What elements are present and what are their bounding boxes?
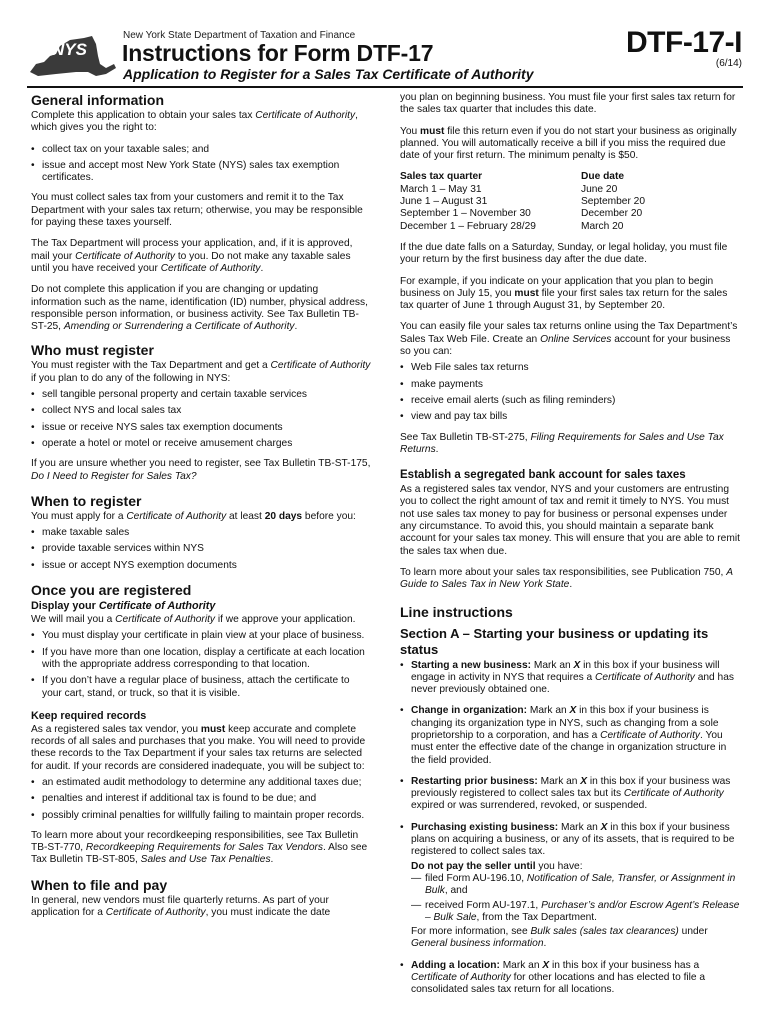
- revision-date: (6/14): [715, 58, 742, 69]
- list-item: • operate a hotel or motel or receive amusement charges: [31, 438, 371, 450]
- file-and-pay-heading: When to file and pay: [31, 876, 168, 893]
- list-item: • view and pay tax bills: [400, 411, 743, 423]
- list-item: • sell tangible personal property and certain taxable services: [31, 389, 371, 401]
- do-not-pay-line: Do not pay the seller until you have:: [411, 860, 583, 872]
- general-p3: The Tax Department will process your application, and, if it is approved, mail your Certificate of Authority to you. Do not make any taxable sales until you have received your Certificate of Authority.: [31, 238, 353, 274]
- general-intro: Complete this application to obtain your sales tax Certificate of Authority, which gives you the right to:: [31, 110, 358, 134]
- once-p2: As a registered sales tax vendor, you must keep accurate and complete records of all sales and purchases that you make. You will need to provide these records to the Tax Department if your sales tax returns are selected for audit. If your records are considered inadequate, you will be subject to:: [31, 723, 366, 772]
- list-item: • Web File sales tax returns: [400, 362, 743, 374]
- right-p1: you plan on beginning business. You must file your first sales tax return for the sales tax quarter that includes this date.: [400, 92, 736, 116]
- keep-records-heading: Keep required records: [31, 709, 147, 722]
- general-p2: You must collect sales tax from your customers and remit it to the Tax Department with your sales tax return; otherwise, you may be responsible for paying these taxes yourself.: [31, 192, 363, 229]
- form-number: DTF-17-I: [626, 26, 742, 59]
- table-cell: March 1 – May 31: [400, 183, 482, 195]
- list-item: • possibly criminal penalties for willfully failing to maintain proper records.: [31, 810, 371, 822]
- once-p1: We will mail you a Certificate of Authority if we approve your application.: [31, 614, 356, 626]
- list-item: • make payments: [400, 379, 743, 391]
- who-p2: If you are unsure whether you need to register, see Tax Bulletin TB-ST-175, Do I Need to Register for Sales Tax?: [31, 458, 371, 482]
- table-header: Sales tax quarter: [400, 171, 483, 183]
- right-column: [400, 92, 743, 1005]
- bulk-sale-forms: [411, 873, 743, 924]
- left-column: [31, 92, 371, 928]
- table-cell: June 1 – August 31: [400, 196, 488, 208]
- list-item: • collect tax on your taxable sales; and: [31, 144, 371, 156]
- header-rule: [27, 86, 743, 88]
- right-p5: You can easily file your sales tax returns online using the Tax Department’s Sales Tax Web File. Create an Online Services account for your business so you can:: [400, 321, 738, 358]
- right-p2: You must file this return even if you do not start your business as originally planned. You will automatically receive a bill if you miss the required due date of your first return. The minimum penalty is $50.: [400, 125, 737, 162]
- table-cell: September 1 – November 30: [400, 208, 531, 220]
- list-item: • Change in organization: Mark an X in this box if your business is changing its organization type in NYS, such as changing from a sole proprietorship to a corporation, and has a Certificate of Authority. You must enter the effective date of the change in organization structure in the field provided.: [400, 705, 743, 766]
- table-cell: June 20: [581, 183, 618, 195]
- once-bullets: [31, 630, 371, 699]
- bank-account-heading: Establish a segregated bank account for sales taxes: [400, 469, 686, 482]
- right-p6: See Tax Bulletin TB-ST-275, Filing Requirements for Sales and Use Tax Returns.: [400, 431, 724, 455]
- table-cell: December 20: [581, 208, 643, 220]
- list-item: • collect NYS and local sales tax: [31, 405, 371, 417]
- display-certificate-heading: Display your Certificate of Authority: [31, 600, 216, 613]
- once-p3: To learn more about your recordkeeping responsibilities, see Tax Bulletin TB-ST-770, Recordkeeping Requirements for Sales Tax Vendors. Also see Tax Bulletin TB-ST-805, Sales and Use Tax Penalties.: [31, 829, 368, 866]
- general-p4: Do not complete this application if you are changing or updating information such as the name, identification (ID) number, physical address, responsible person information, or business activity. See Tax Bulletin TB-ST-25, Amending or Surrendering a Certificate of Authority.: [31, 284, 368, 333]
- general-bullets: [31, 144, 371, 185]
- list-item: • penalties and interest if additional tax is found to be due; and: [31, 793, 371, 805]
- list-item: • issue or receive NYS sales tax exemption documents: [31, 422, 371, 434]
- list-item: — filed Form AU-196.10, Notification of Sale, Transfer, or Assignment in Bulk, and: [411, 873, 743, 898]
- records-bullets: [31, 777, 371, 822]
- file-p1: In general, new vendors must file quarterly returns. As part of your application for a Certificate of Authority, you must indicate the date: [31, 894, 331, 919]
- page-subtitle: Application to Register for a Sales Tax Certificate of Authority: [123, 66, 534, 82]
- who-p1: You must register with the Tax Department and get a Certificate of Authority if you plan to do any of the following in NYS:: [31, 360, 371, 384]
- when-bullets: [31, 527, 371, 572]
- table-header: Due date: [581, 171, 625, 183]
- when-to-register-heading: When to register: [31, 492, 142, 509]
- who-must-register-heading: Who must register: [31, 342, 154, 359]
- list-item: • provide taxable services within NYS: [31, 543, 371, 555]
- list-item: • Adding a location: Mark an X in this box if your business has a Certificate of Authority for other locations and has elected to file a consolidated sales tax return for all locations.: [400, 960, 743, 997]
- once-registered-heading: Once you are registered: [31, 582, 192, 599]
- right-p7: As a registered sales tax vendor, NYS and your customers are entrusting you to collect the right amount of tax and remit it timely to NYS. You must not use sales tax money to pay for business or personal expenses under any circumstance. To avoid this, you should maintain a separate bank account for your sales tax money. This will ensure that you are able to remit the sales tax when due.: [400, 484, 740, 557]
- list-item: • You must display your certificate in plain view at your place of business.: [31, 630, 371, 642]
- list-item: • make taxable sales: [31, 527, 371, 539]
- right-p8: To learn more about your sales tax responsibilities, see Publication 750, A Guide to Sales Tax in New York State.: [400, 566, 733, 591]
- list-item: • Restarting prior business: Mark an X in this box if your business was previously registered to collect sales tax but its Certificate of Authority expired or was surrendered, revoked, or suspended.: [400, 776, 743, 813]
- who-bullets: [31, 389, 371, 450]
- nys-logo-text: NYS: [52, 40, 87, 59]
- list-item: • receive email alerts (such as filing reminders): [400, 395, 743, 407]
- section-a-items: [400, 660, 743, 997]
- more-info-line: For more information, see Bulk sales (sales tax clearances) under General business information.: [411, 926, 708, 950]
- table-cell: September 20: [581, 196, 645, 208]
- list-item: • Starting a new business: Mark an X in this box if your business will engage in activity in NYS that requires a Certificate of Authority and has never previously obtained one.: [400, 660, 743, 697]
- department-name: New York State Department of Taxation and Finance: [123, 30, 356, 41]
- list-item: • If you have more than one location, display a certificate at each location with the appropriate address corresponding to that location.: [31, 647, 371, 672]
- list-item: • issue or accept NYS exemption documents: [31, 560, 371, 572]
- section-a-heading: Section A – Starting your business or updating its status: [400, 625, 709, 657]
- right-p4: For example, if you indicate on your application that you plan to begin business on July 15, you must file your first sales tax return for the sales tax quarter of June 1 through August 31, by September 20.: [400, 275, 728, 312]
- list-item: — received Form AU-197.1, Purchaser’s and/or Escrow Agent’s Release – Bulk Sale, from the Tax Department.: [411, 900, 743, 925]
- table-cell: March 20: [581, 220, 624, 232]
- due-date-table: [400, 171, 743, 232]
- when-p1: You must apply for a Certificate of Authority at least 20 days before you:: [31, 510, 356, 522]
- table-cell: December 1 – February 28/29: [400, 220, 536, 232]
- general-info-heading: General information: [31, 92, 165, 108]
- line-instructions-heading: Line instructions: [400, 603, 513, 620]
- list-item: • If you don’t have a regular place of business, attach the certificate to your cart, stand, or truck, so that it is visible.: [31, 675, 371, 700]
- list-item: • an estimated audit methodology to determine any additional taxes due;: [31, 777, 371, 789]
- list-item: • issue and accept most New York State (NYS) sales tax exemption certificates.: [31, 160, 371, 185]
- page-title: Instructions for Form DTF-17: [122, 40, 434, 66]
- web-file-bullets: [400, 362, 743, 423]
- list-item: • Purchasing existing business: Mark an X in this box if your business plans on acquiring a business, or any of its assets, that is required to be registered to collect sales tax. Do not pay the seller until you have: — filed Form AU-196.10, Notification of Sale, Transfer, or Assignment in Bulk, and — received Form AU-197.1, Purchaser’s and/or Escrow Agent’s Release – Bulk Sale, from the Tax Department. For more information, see Bulk sales (sales tax clearances) under General business information.: [400, 822, 743, 951]
- right-p3: If the due date falls on a Saturday, Sunday, or legal holiday, you must file your return by the first business day after the due date.: [400, 241, 728, 266]
